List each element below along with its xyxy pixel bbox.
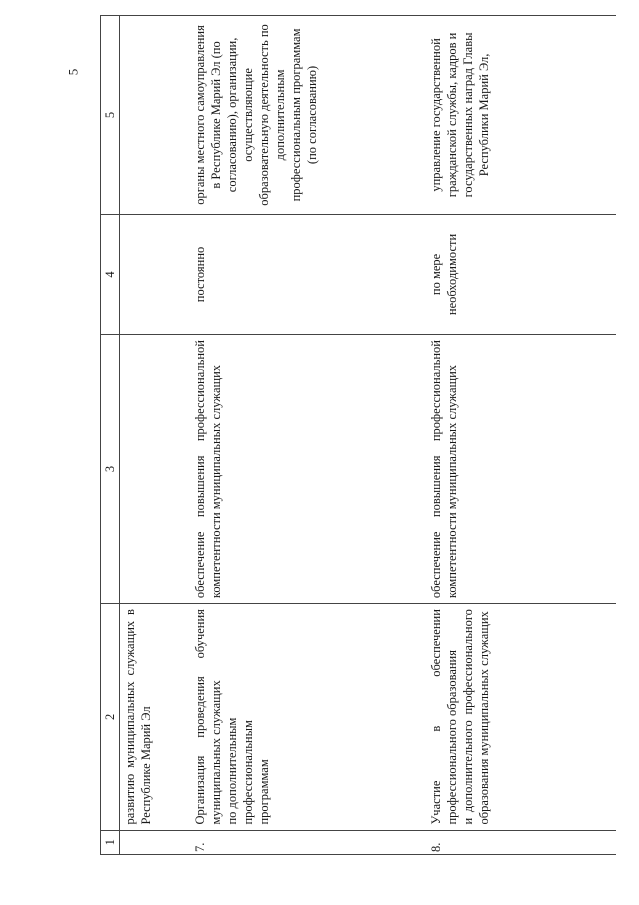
table-row bbox=[120, 16, 190, 855]
row-term: по мере необходимости bbox=[426, 214, 616, 334]
plan-table bbox=[100, 15, 616, 855]
page-number: 5 bbox=[65, 68, 81, 76]
row-action: Участие в обеспечении профессионального образования и дополнительного профессионального образования муниципальных служащих bbox=[426, 604, 616, 830]
header-col-5: 5 bbox=[101, 16, 120, 215]
row-goal: обеспечение повышения профессиональной компетентности муниципальных служащих bbox=[190, 335, 426, 604]
table-row bbox=[190, 16, 426, 855]
row-term: постоянно bbox=[190, 214, 426, 334]
row-responsible: органы местного самоуправления в Республике Марий Эл (по согласованию), организации, осуществляющие образовательную деятельность по дополнительным профессиональным программам (по согласованию) bbox=[190, 16, 426, 215]
row-number bbox=[120, 830, 190, 854]
row-term bbox=[120, 214, 190, 334]
table-header-row bbox=[101, 16, 120, 855]
row-number: 8. bbox=[426, 830, 616, 854]
rotated-page bbox=[100, 15, 620, 855]
row-responsible: управление государственной гражданской службы, кадров и государственных наград Главы Республики Марий Эл, bbox=[426, 16, 616, 215]
row-goal bbox=[120, 335, 190, 604]
row-goal: обеспечение повышения профессиональной компетентности муниципальных служащих bbox=[426, 335, 616, 604]
header-col-2: 2 bbox=[101, 604, 120, 830]
header-col-3: 3 bbox=[101, 335, 120, 604]
table-row bbox=[426, 16, 616, 855]
row-action: развитию муниципальных служащих в Республике Марий Эл bbox=[120, 604, 190, 830]
row-responsible bbox=[120, 16, 190, 215]
header-col-1: 1 bbox=[101, 830, 120, 854]
row-number: 7. bbox=[190, 830, 426, 854]
header-col-4: 4 bbox=[101, 214, 120, 334]
row-action: Организация проведения обучения муниципальных служащих по дополнительным профессиональным программам bbox=[190, 604, 426, 830]
